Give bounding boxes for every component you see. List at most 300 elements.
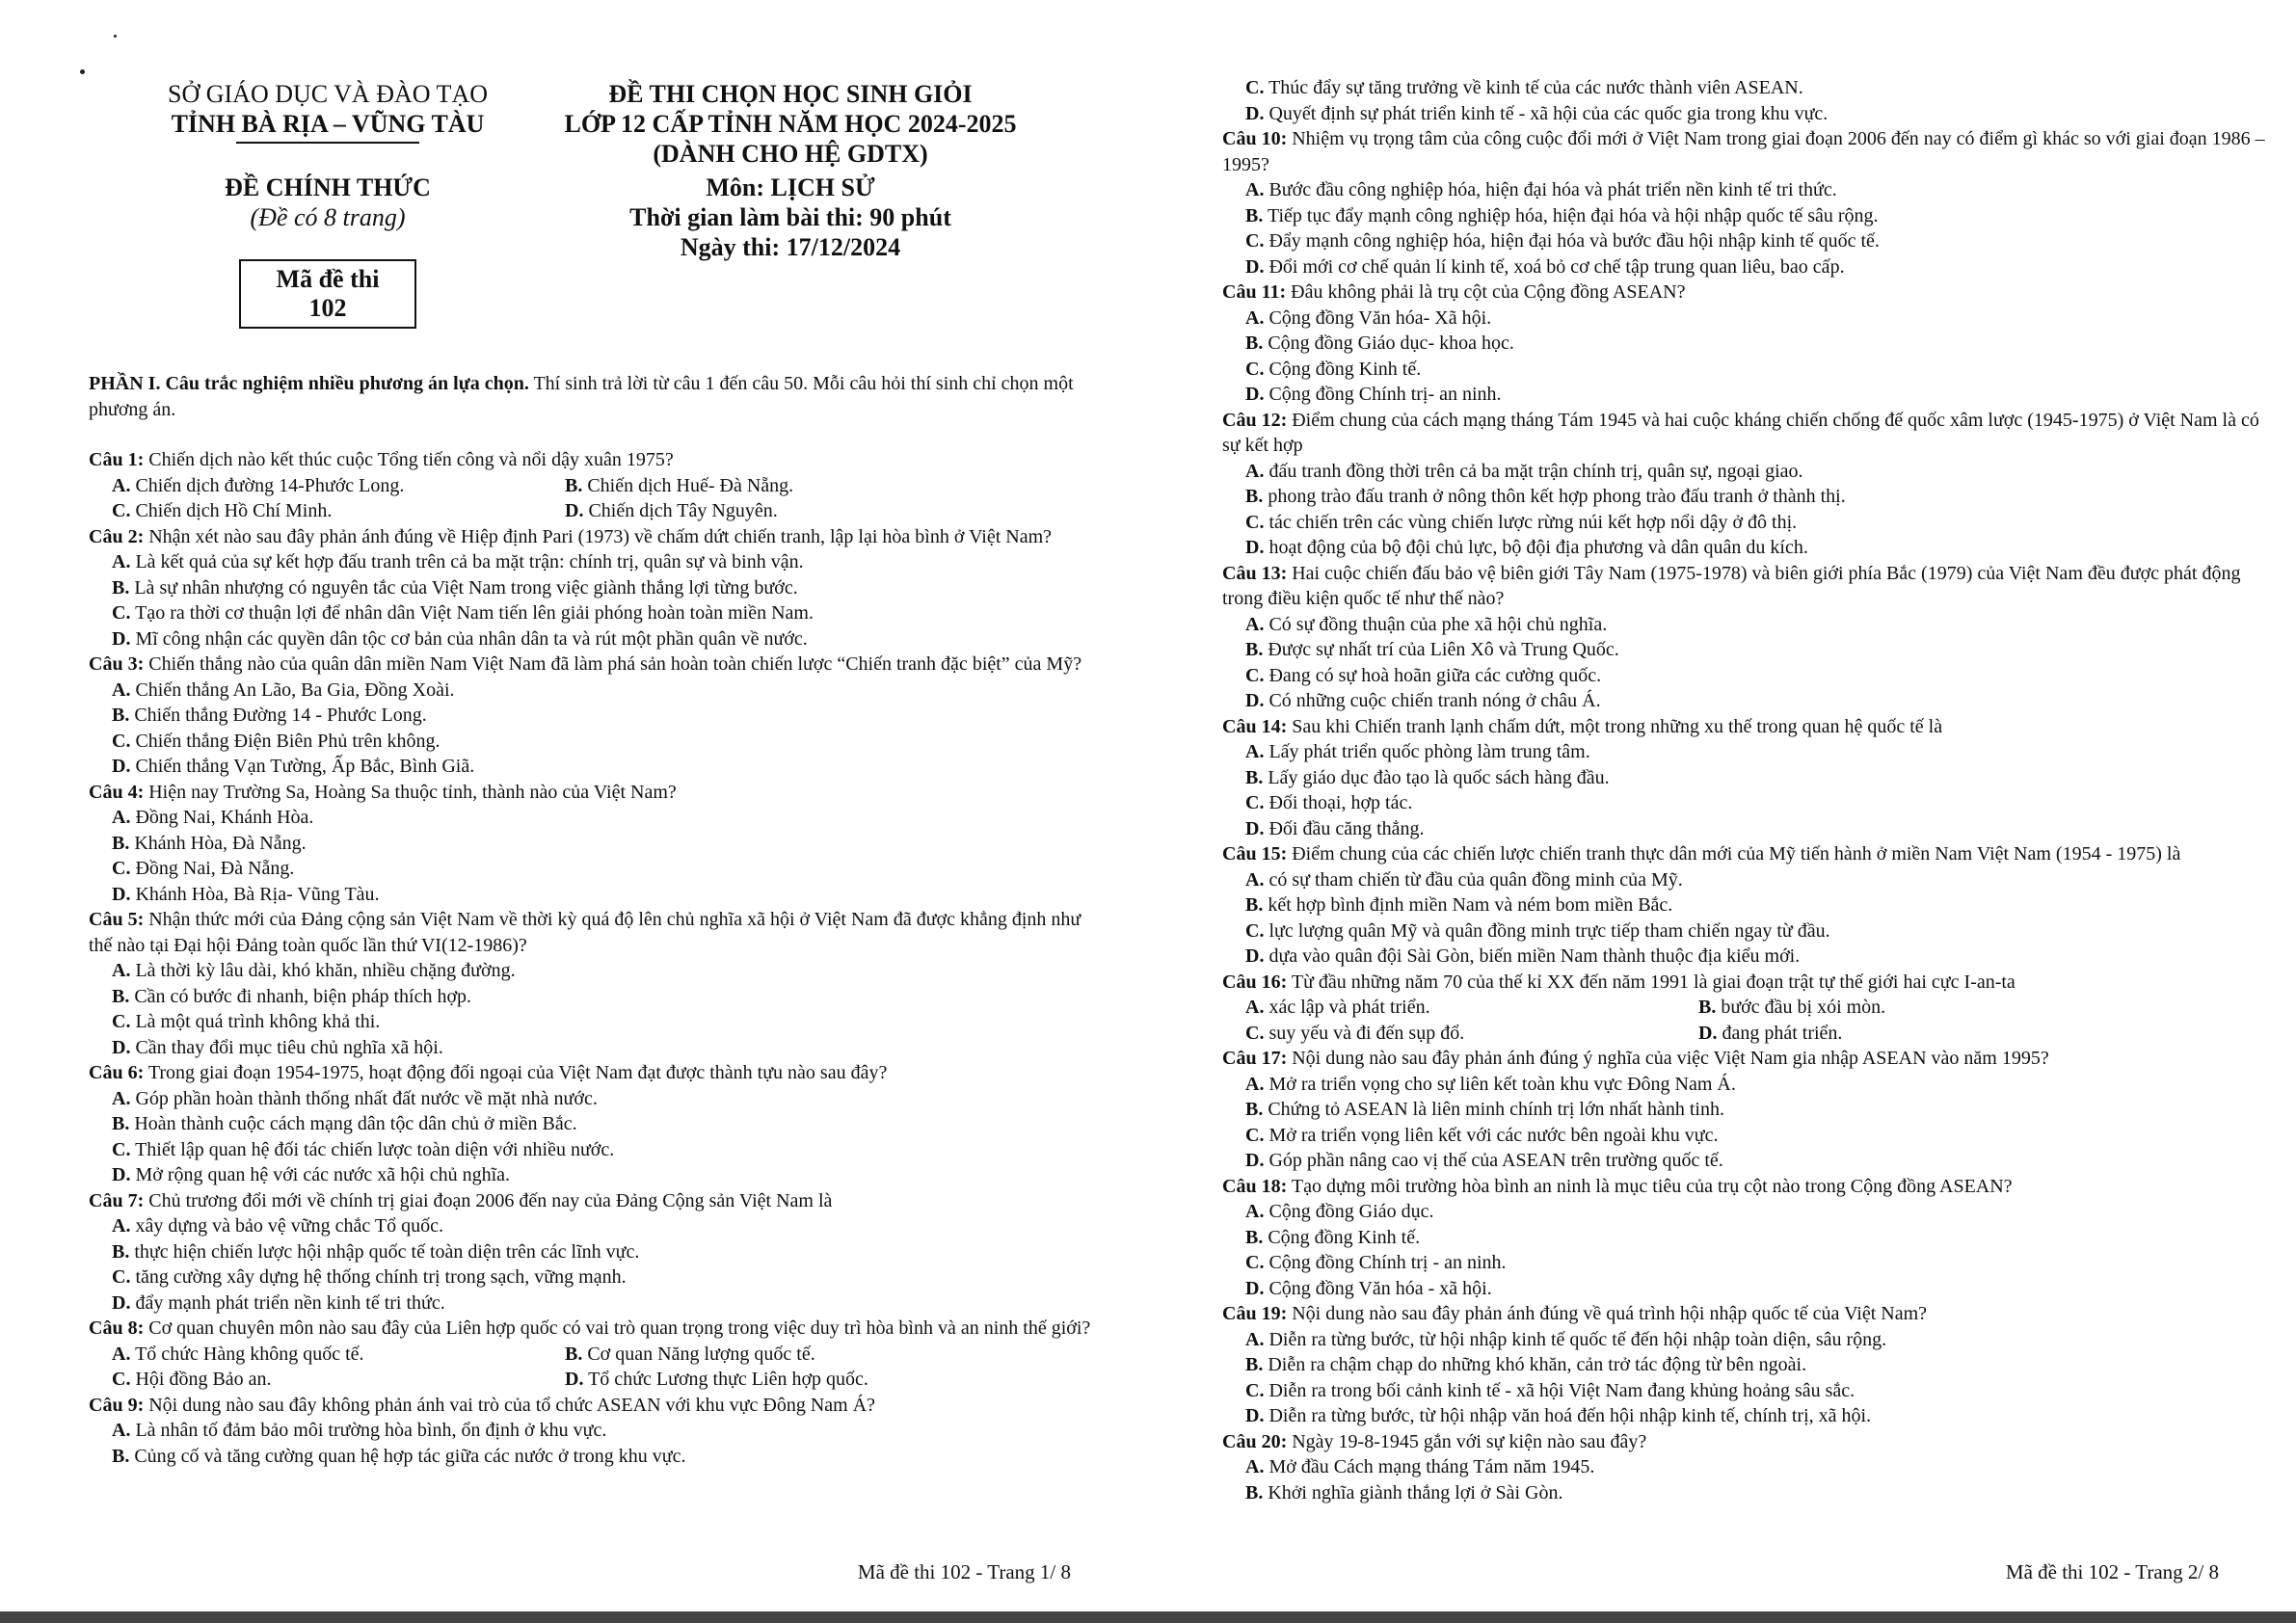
option-letter: B. <box>1245 204 1264 226</box>
option-letter: D. <box>1245 817 1265 839</box>
question-number: Câu 3: <box>89 653 145 675</box>
official-label: ĐỀ CHÍNH THỨC <box>225 173 431 201</box>
option-text: Góp phần hoàn thành thống nhất đất nước về mặt nhà nước. <box>135 1087 598 1109</box>
option-letter: B. <box>1245 639 1264 660</box>
answer-option <box>89 1162 1091 1188</box>
option-letter: D. <box>1245 537 1265 558</box>
option-row <box>89 498 1091 524</box>
option-text: Góp phần nâng cao vị thế của ASEAN trên trường quốc tế. <box>1268 1150 1723 1171</box>
option-text: Cơ quan Năng lượng quốc tế. <box>587 1343 815 1365</box>
question-number: Câu 9: <box>89 1394 145 1416</box>
option-letter: D. <box>1245 945 1265 967</box>
answer-option <box>89 805 1091 831</box>
option-text: Chứng tỏ ASEAN là liên minh chính trị lớn nhất hành tinh. <box>1268 1099 1724 1120</box>
option-letter: B. <box>112 1113 130 1134</box>
answer-option <box>1222 1072 2273 1098</box>
question-block <box>1222 1046 2273 1174</box>
option-letter: B. <box>112 1240 130 1263</box>
question-stem <box>89 1060 1091 1086</box>
question-text: Chiến dịch nào kết thúc cuộc Tổng tiến công và nổi dậy xuân 1975? <box>144 449 674 470</box>
department-name: SỞ GIÁO DỤC VÀ ĐÀO TẠO <box>168 80 488 108</box>
answer-option <box>89 703 1091 729</box>
pages-note: (Đề có 8 trang) <box>250 203 406 231</box>
answer-option <box>1222 101 2273 127</box>
question-stem <box>89 1188 1091 1214</box>
question-stem <box>1222 126 2273 177</box>
question-text: Chủ trương đổi mới về chính trị giai đoạn 2006 đến nay của Đảng Cộng sản Việt Nam là <box>144 1189 833 1211</box>
option-letter: C. <box>1245 664 1265 686</box>
question-number: Câu 10: <box>1222 128 1288 149</box>
question-block <box>89 1393 1091 1470</box>
answer-option <box>1222 688 2273 714</box>
question-block <box>1222 126 2273 279</box>
option-text: Là sự nhân nhượng có nguyên tắc của Việt Nam trong việc giành thắng lợi từng bước. <box>134 576 798 599</box>
answer-option <box>112 1367 565 1393</box>
question-block <box>1222 561 2273 714</box>
option-text: Được sự nhất trí của Liên Xô và Trung Quốc. <box>1268 639 1619 660</box>
option-text: Hội đồng Bảo an. <box>135 1369 272 1390</box>
answer-option <box>1222 892 2273 918</box>
option-row <box>89 1367 1091 1393</box>
question-block <box>89 524 1091 652</box>
scan-bottom-edge <box>0 1611 2296 1623</box>
option-letter: D. <box>112 756 131 777</box>
option-letter: B. <box>1245 333 1264 354</box>
question-text: Nhận thức mới của Đảng cộng sản Việt Nam về thời kỳ quá độ lên chủ nghĩa xã hội ở Việt Nam đã được khẳng định như thế nào tại Đại hội Đảng toàn quốc lần thứ VI(12-1986)? <box>89 909 1081 956</box>
answer-option <box>89 1264 1091 1290</box>
option-text: Cộng đồng Chính trị - an ninh. <box>1268 1252 1507 1273</box>
option-text: Quyết định sự phát triển kinh tế - xã hội của các quốc gia trong khu vực. <box>1268 102 1829 124</box>
question-block <box>1222 75 2273 126</box>
question-block <box>89 1188 1091 1317</box>
option-letter: D. <box>112 883 131 905</box>
option-text: Là thời kỳ lâu dài, khó khăn, nhiều chặng đường. <box>135 960 516 981</box>
option-text: đẩy mạnh phát triển nền kinh tế tri thức. <box>135 1291 445 1314</box>
option-text: Hoàn thành cuộc cách mạng dân tộc dân chủ ở miền Bắc. <box>134 1113 577 1134</box>
option-text: Bước đầu công nghiệp hóa, hiện đại hóa và phát triển nền kinh tế tri thức. <box>1268 179 1837 200</box>
option-text: Chiến thắng Điện Biên Phủ trên không. <box>135 730 441 752</box>
answer-option <box>1222 1148 2273 1174</box>
question-text: Nhận xét nào sau đây phản ánh đúng về Hiệp định Pari (1973) về chấm dứt chiến tranh, lập lại hòa bình ở Việt Nam? <box>144 525 1053 547</box>
question-stem <box>89 907 1091 958</box>
question-block <box>89 652 1091 780</box>
option-letter: B. <box>112 705 130 726</box>
answer-option <box>89 1086 1091 1112</box>
question-stem <box>1222 1174 2273 1200</box>
answer-option <box>1222 1327 2273 1353</box>
part-instruction-text: Thí sinh trả lời từ câu 1 đến câu 50. Mỗi câu hỏi thí sinh chỉ chọn một phương án. <box>89 373 1074 420</box>
question-number: Câu 13: <box>1222 562 1288 584</box>
option-text: Đối đầu căng thẳng. <box>1268 817 1425 839</box>
answer-option <box>1222 357 2273 383</box>
answer-option <box>89 1111 1091 1137</box>
answer-option <box>565 1367 1018 1393</box>
option-text: phong trào đấu tranh ở nông thôn kết hợp phong trào đấu tranh ở thành thị. <box>1268 486 1846 507</box>
question-number: Câu 14: <box>1222 715 1288 737</box>
question-block <box>89 907 1091 1060</box>
option-letter: D. <box>1245 1405 1265 1426</box>
answer-option <box>89 1444 1091 1470</box>
question-text: Nhiệm vụ trọng tâm của công cuộc đổi mới ở Việt Nam trong giai đoạn 2006 đến nay có điểm gì khác so với giai đoạn 1986 – 1995? <box>1222 128 2265 175</box>
answer-option <box>1222 663 2273 689</box>
option-text: đang phát triển. <box>1722 1022 1843 1044</box>
answer-option <box>89 575 1091 601</box>
option-letter: A. <box>1245 1073 1265 1095</box>
option-text: lực lượng quân Mỹ và quân đồng minh trực tiếp tham chiến ngay từ đầu. <box>1268 919 1830 942</box>
answer-option <box>1222 535 2273 561</box>
answer-option <box>1222 177 2273 203</box>
option-row <box>89 473 1091 499</box>
option-text: Thúc đẩy sự tăng trưởng về kinh tế của các nước thành viên ASEAN. <box>1268 77 1803 98</box>
question-text: Nội dung nào sau đây phản ánh đúng về quá trình hội nhập quốc tế của Việt Nam? <box>1287 1303 1928 1324</box>
question-stem <box>89 1316 1091 1342</box>
question-stem <box>89 447 1091 473</box>
option-text: Mở rộng quan hệ với các nước xã hội chủ nghĩa. <box>135 1164 511 1185</box>
answer-option <box>1222 1097 2273 1123</box>
answer-option <box>1222 1352 2273 1378</box>
question-stem <box>1222 970 2273 996</box>
question-stem <box>89 524 1091 550</box>
question-block <box>1222 1429 2273 1506</box>
answer-option <box>89 856 1091 882</box>
option-text: Mở ra triển vọng liên kết với các nước bên ngoài khu vực. <box>1268 1124 1719 1146</box>
option-text: xác lập và phát triển. <box>1268 997 1430 1018</box>
option-letter: A. <box>112 1420 131 1441</box>
option-letter: B. <box>565 474 583 496</box>
question-stem <box>1222 561 2273 612</box>
answer-option <box>1222 1199 2273 1225</box>
answer-option <box>89 1418 1091 1444</box>
province-name: TỈNH BÀ RỊA – VŨNG TÀU <box>171 110 485 138</box>
exam-page-2 <box>1148 0 2296 1623</box>
question-number: Câu 18: <box>1222 1175 1288 1197</box>
question-number: Câu 6: <box>89 1062 145 1083</box>
option-letter: A. <box>1245 613 1265 635</box>
page2-body <box>1222 75 2273 1505</box>
question-stem <box>1222 1046 2273 1072</box>
page-footer: Mã đề thi 102 - Trang 2/ 8 <box>2005 1560 2219 1583</box>
option-text: Mĩ công nhận các quyền dân tộc cơ bản của nhân dân ta và rút một phần quân về nước. <box>135 627 808 650</box>
part-title: PHẦN I. Câu trắc nghiệm nhiều phương án lựa chọn. <box>89 373 529 394</box>
answer-option <box>112 498 565 524</box>
exam-grade-year: LỚP 12 CẤP TỈNH NĂM HỌC 2024-2025 <box>564 110 1017 138</box>
answer-option <box>565 498 1018 524</box>
option-text: Là nhân tố đảm bảo môi trường hòa bình, ổn định ở khu vực. <box>135 1420 607 1441</box>
part-instructions <box>89 371 1091 422</box>
option-letter: B. <box>1245 1099 1264 1120</box>
answer-option <box>1222 739 2273 765</box>
question-block <box>1222 279 2273 408</box>
option-text: Tạo ra thời cơ thuận lợi để nhân dân Việt Nam tiến lên giải phóng hoàn toàn miền Nam. <box>135 602 814 624</box>
option-text: Củng cố và tăng cường quan hệ hợp tác giữa các nước ở trong khu vực. <box>134 1445 686 1467</box>
option-text: Diễn ra trong bối cảnh kinh tế - xã hội Việt Nam đang khủng hoảng sâu sắc. <box>1268 1379 1855 1401</box>
option-text: Cộng đồng Văn hóa- Xã hội. <box>1268 306 1492 329</box>
option-text: Đồng Nai, Đà Nẵng. <box>135 858 295 879</box>
option-letter: C. <box>1245 511 1265 533</box>
question-block <box>1222 970 2273 1047</box>
question-block <box>1222 841 2273 970</box>
option-text: Là kết quả của sự kết hợp đấu tranh trên cả ba mặt trận: chính trị, quân sự và binh vận. <box>135 551 804 572</box>
option-text: dựa vào quân đội Sài Gòn, biến miền Nam thành thuộc địa kiểu mới. <box>1268 945 1801 967</box>
option-text: Cần thay đổi mục tiêu chủ nghĩa xã hội. <box>135 1036 443 1058</box>
option-text: Diễn ra từng bước, từ hội nhập kinh tế quốc tế đến hội nhập toàn diện, sâu rộng. <box>1268 1328 1887 1350</box>
question-stem <box>1222 714 2273 740</box>
answer-option <box>1222 1403 2273 1429</box>
option-letter: C. <box>112 1369 131 1390</box>
option-letter: D. <box>112 1164 131 1185</box>
option-text: Mở đầu Cách mạng tháng Tám năm 1945. <box>1268 1456 1595 1477</box>
answer-option <box>89 882 1091 908</box>
option-text: bước đầu bị xói mòn. <box>1721 997 1886 1018</box>
option-letter: A. <box>112 1087 131 1109</box>
answer-option <box>1222 612 2273 638</box>
answer-option <box>1222 510 2273 536</box>
answer-option <box>1698 1021 2151 1047</box>
option-text: xây dựng và bảo vệ vững chắc Tổ quốc. <box>135 1215 444 1237</box>
option-letter: B. <box>112 1445 130 1467</box>
option-row <box>1222 1021 2273 1047</box>
question-block <box>89 447 1091 524</box>
answer-option <box>89 1009 1091 1035</box>
option-text: tác chiến trên các vùng chiến lược rừng núi kết hợp nổi dậy ở đô thị. <box>1268 511 1798 533</box>
option-text: Lấy giáo dục đào tạo là quốc sách hàng đầu. <box>1268 766 1610 788</box>
option-letter: D. <box>112 1291 131 1314</box>
option-letter: D. <box>1245 102 1265 124</box>
question-block <box>1222 1174 2273 1302</box>
question-number: Câu 20: <box>1222 1430 1288 1452</box>
answer-option <box>89 958 1091 984</box>
option-letter: A. <box>1245 1201 1265 1222</box>
question-text: Đâu không phải là trụ cột của Cộng đồng ASEAN? <box>1286 281 1686 303</box>
question-number: Câu 5: <box>89 909 145 930</box>
option-letter: C. <box>1245 1022 1265 1044</box>
option-letter: C. <box>112 500 131 521</box>
option-letter: A. <box>112 474 131 496</box>
answer-option <box>89 1239 1091 1265</box>
option-text: Cộng đồng Chính trị- an ninh. <box>1268 384 1502 405</box>
answer-option <box>1222 816 2273 842</box>
option-text: thực hiện chiến lược hội nhập quốc tế toàn diện trên các lĩnh vực. <box>134 1240 640 1263</box>
question-text: Điểm chung của cách mạng tháng Tám 1945 và hai cuộc kháng chiến chống đế quốc xâm lược (1945-1975) ở Việt Nam là có sự kết hợp <box>1222 409 2259 456</box>
answer-option <box>89 678 1091 704</box>
question-stem <box>1222 1429 2273 1455</box>
option-letter: A. <box>1245 306 1265 329</box>
page-footer: Mã đề thi 102 - Trang 1/ 8 <box>857 1560 1071 1583</box>
option-letter: C. <box>1245 358 1265 380</box>
answer-option <box>1245 995 1698 1021</box>
option-letter: B. <box>1245 894 1264 916</box>
option-letter: C. <box>112 858 131 879</box>
option-text: Diễn ra từng bước, từ hội nhập văn hoá đến hội nhập kinh tế, chính trị, xã hội. <box>1268 1405 1872 1426</box>
answer-option <box>1222 1378 2273 1404</box>
option-letter: C. <box>1245 792 1265 813</box>
question-stem <box>1222 841 2273 867</box>
option-letter: C. <box>112 602 131 624</box>
answer-option <box>1222 1454 2273 1480</box>
answer-option <box>89 1213 1091 1239</box>
option-text: Chiến thắng An Lão, Ba Gia, Đồng Xoài. <box>135 678 455 701</box>
question-number: Câu 12: <box>1222 409 1288 431</box>
answer-option <box>89 754 1091 780</box>
answer-option <box>1222 790 2273 816</box>
option-text: Đổi mới cơ chế quản lí kinh tế, xoá bỏ cơ chế tập trung quan liêu, bao cấp. <box>1268 255 1845 278</box>
answer-option <box>89 626 1091 652</box>
question-block <box>89 780 1091 908</box>
question-stem <box>89 1393 1091 1419</box>
answer-option <box>89 600 1091 626</box>
option-text: Cộng đồng Kinh tế. <box>1268 358 1422 380</box>
answer-option <box>1222 306 2273 332</box>
option-text: Cộng đồng Văn hóa - xã hội. <box>1268 1277 1492 1299</box>
option-letter: A. <box>112 1343 131 1365</box>
question-number: Câu 4: <box>89 781 145 803</box>
exam-audience: (DÀNH CHO HỆ GDTX) <box>653 140 928 168</box>
option-letter: C. <box>1245 77 1265 98</box>
option-letter: D. <box>1245 384 1265 405</box>
answer-option <box>89 1035 1091 1061</box>
question-block <box>1222 408 2273 561</box>
answer-option <box>1222 1480 2273 1506</box>
option-letter: A. <box>112 678 131 701</box>
option-text: Cần có bước đi nhanh, biện pháp thích hợp. <box>134 985 472 1007</box>
option-text: Chiến thắng Đường 14 - Phước Long. <box>134 705 427 726</box>
question-text: Từ đầu những năm 70 của thế kỉ XX đến năm 1991 là giai đoạn trật tự thế giới hai cực I-an-ta <box>1287 971 2016 993</box>
option-letter: D. <box>112 627 131 650</box>
question-stem <box>1222 408 2273 459</box>
option-text: Chiến dịch đường 14-Phước Long. <box>135 474 405 496</box>
option-letter: C. <box>1245 919 1265 942</box>
answer-option <box>1222 484 2273 510</box>
question-stem <box>89 780 1091 806</box>
option-text: hoạt động của bộ đội chủ lực, bộ đội địa phương và dân quân du kích. <box>1268 537 1808 558</box>
question-text: Hai cuộc chiến đấu bảo vệ biên giới Tây Nam (1975-1978) và biên giới phía Bắc (1979) của Việt Nam đều được phát động trong điều kiện quốc tế như thế nào? <box>1222 562 2241 609</box>
answer-option <box>565 473 1018 499</box>
option-letter: D. <box>112 1036 131 1058</box>
option-letter: A. <box>112 960 131 981</box>
option-letter: C. <box>1245 230 1265 252</box>
answer-option <box>1222 1225 2273 1251</box>
question-text: Nội dung nào sau đây không phản ánh vai trò của tổ chức ASEAN với khu vực Đông Nam Á? <box>144 1394 876 1416</box>
answer-option <box>1222 203 2273 229</box>
answer-option <box>89 1137 1091 1163</box>
question-list <box>89 447 1091 1469</box>
option-letter: B. <box>1245 1354 1264 1375</box>
answer-option <box>1222 944 2273 970</box>
option-letter: D. <box>565 1369 584 1390</box>
option-text: kết hợp bình định miền Nam và ném bom miền Bắc. <box>1268 894 1673 916</box>
option-letter: B. <box>1245 766 1264 788</box>
question-number: Câu 15: <box>1222 843 1288 865</box>
answer-option <box>1222 228 2273 254</box>
option-text: Cộng đồng Giáo dục. <box>1268 1201 1434 1222</box>
answer-option <box>565 1342 1018 1368</box>
option-letter: A. <box>1245 460 1265 482</box>
answer-option <box>1222 867 2273 893</box>
exam-date: Ngày thi: 17/12/2024 <box>680 233 901 261</box>
option-letter: A. <box>112 1215 131 1237</box>
option-text: Chiến dịch Huế- Đà Nẵng. <box>587 474 794 496</box>
option-text: suy yếu và đi đến sụp đổ. <box>1268 1022 1465 1044</box>
option-letter: D. <box>565 500 584 521</box>
question-list <box>1222 75 2273 1505</box>
answer-option <box>112 473 565 499</box>
question-number: Câu 11: <box>1222 281 1287 303</box>
option-text: Cộng đồng Kinh tế. <box>1268 1226 1421 1248</box>
answer-option <box>89 1290 1091 1317</box>
option-row <box>89 1342 1091 1368</box>
option-letter: D. <box>1245 1150 1265 1171</box>
option-letter: A. <box>1245 741 1265 762</box>
option-letter: D. <box>1245 1277 1265 1299</box>
question-text: Tạo dựng môi trường hòa bình an ninh là mục tiêu của trụ cột nào trong Cộng đồng ASEAN? <box>1287 1175 2013 1197</box>
question-stem <box>1222 1301 2273 1327</box>
option-letter: C. <box>1245 1379 1265 1401</box>
answer-option <box>89 831 1091 857</box>
question-stem <box>89 652 1091 678</box>
option-letter: C. <box>112 730 131 752</box>
option-letter: D. <box>1245 255 1265 278</box>
question-text: Hiện nay Trường Sa, Hoàng Sa thuộc tỉnh, thành nào của Việt Nam? <box>144 781 677 803</box>
option-row <box>1222 995 2273 1021</box>
answer-option <box>1222 75 2273 101</box>
question-number: Câu 19: <box>1222 1303 1288 1324</box>
answer-option <box>1222 1276 2273 1302</box>
answer-option <box>1222 765 2273 791</box>
option-text: Chiến thắng Vạn Tường, Ấp Bắc, Bình Giã. <box>135 756 475 777</box>
option-text: tăng cường xây dựng hệ thống chính trị trong sạch, vững mạnh. <box>135 1266 627 1288</box>
question-text: Nội dung nào sau đây phản ánh đúng ý nghĩa của việc Việt Nam gia nhập ASEAN vào năm 1995? <box>1287 1048 2049 1069</box>
answer-option <box>1222 382 2273 408</box>
option-letter: A. <box>1245 997 1265 1018</box>
exam-code-value: 102 <box>308 294 347 322</box>
page1-body <box>89 371 1091 1469</box>
question-number: Câu 2: <box>89 525 145 547</box>
option-text: Diễn ra chậm chạp do những khó khăn, cản trở tác động từ bên ngoài. <box>1268 1354 1807 1375</box>
option-text: Chiến dịch Hồ Chí Minh. <box>135 500 333 521</box>
option-text: Khởi nghĩa giành thắng lợi ở Sài Gòn. <box>1268 1481 1563 1503</box>
option-text: Khánh Hòa, Đà Nẵng. <box>134 832 307 854</box>
option-letter: B. <box>565 1343 583 1365</box>
option-text: Khánh Hòa, Bà Rịa- Vũng Tàu. <box>135 883 380 905</box>
question-number: Câu 1: <box>89 449 145 470</box>
question-block <box>1222 1301 2273 1429</box>
exam-subject: Môn: LỊCH SỬ <box>706 173 875 201</box>
header-left-block <box>145 79 511 329</box>
option-text: Thiết lập quan hệ đối tác chiến lược toàn diện với nhiều nước. <box>135 1138 615 1160</box>
option-text: Đang có sự hoà hoãn giữa các cường quốc. <box>1268 664 1602 686</box>
option-text: Là một quá trình không khả thi. <box>135 1011 381 1032</box>
exam-code-label: Mã đề thi <box>276 265 380 293</box>
option-text: Có sự đồng thuận của phe xã hội chủ nghĩa. <box>1268 613 1608 635</box>
exam-duration: Thời gian làm bài thi: 90 phút <box>629 203 951 231</box>
question-number: Câu 8: <box>89 1317 145 1339</box>
option-text: Tiếp tục đẩy mạnh công nghiệp hóa, hiện đại hóa và hội nhập quốc tế sâu rộng. <box>1267 204 1879 226</box>
answer-option <box>89 729 1091 755</box>
option-letter: B. <box>112 985 130 1007</box>
header-right-block <box>540 79 1041 262</box>
option-text: Tổ chức Hàng không quốc tế. <box>135 1343 364 1365</box>
option-letter: B. <box>112 832 130 854</box>
option-letter: B. <box>1245 486 1264 507</box>
question-number: Câu 17: <box>1222 1048 1288 1069</box>
option-text: Mở ra triển vọng cho sự liên kết toàn khu vực Đông Nam Á. <box>1268 1073 1736 1095</box>
answer-option <box>1245 1021 1698 1047</box>
option-text: Đối thoại, hợp tác. <box>1268 792 1413 813</box>
answer-option <box>1222 331 2273 357</box>
option-text: có sự tham chiến từ đầu của quân đồng minh của Mỹ. <box>1268 868 1683 891</box>
option-letter: A. <box>1245 179 1265 200</box>
question-text: Chiến thắng nào của quân dân miền Nam Việt Nam đã làm phá sản hoàn toàn chiến lược “Chiến tranh đặc biệt” của Mỹ? <box>144 653 1082 675</box>
